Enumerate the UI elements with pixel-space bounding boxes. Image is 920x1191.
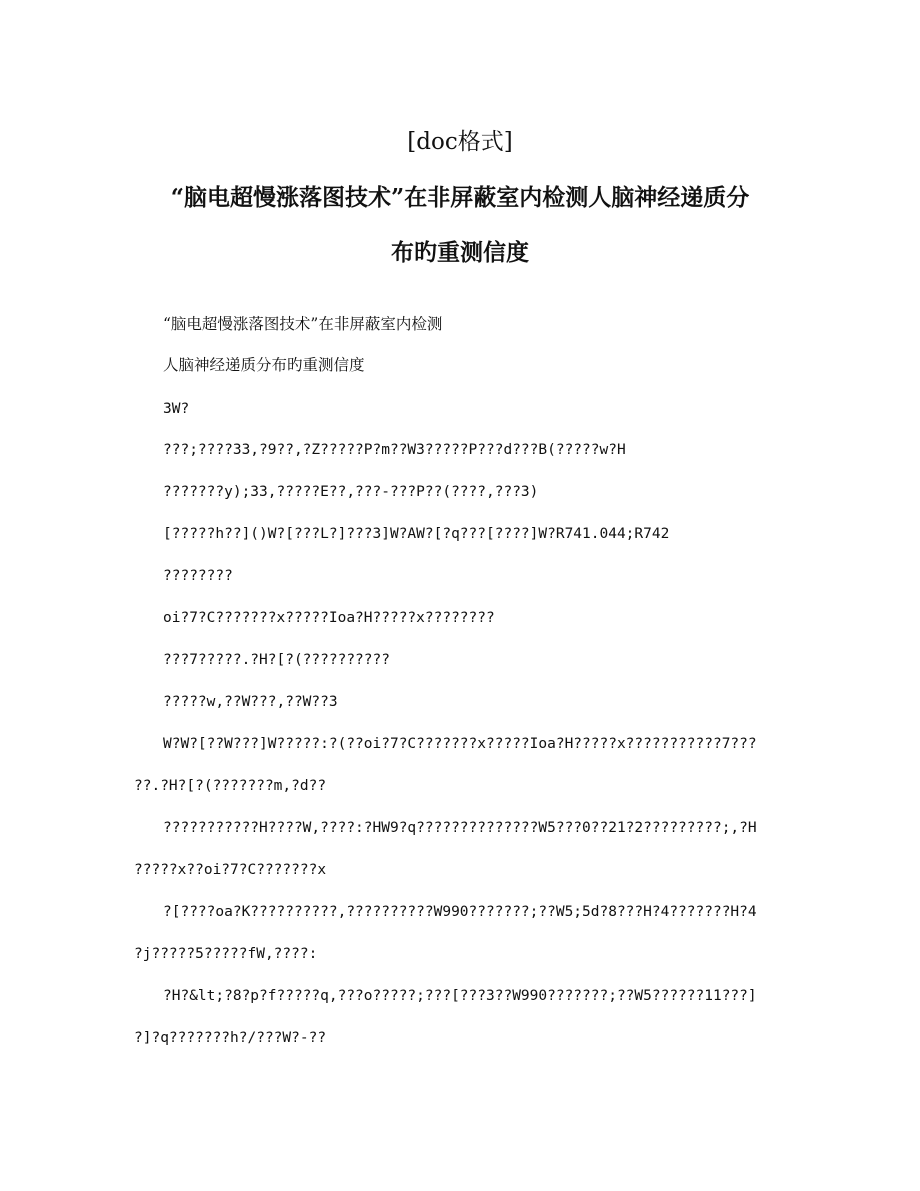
body-line: ?j?????5?????fW,????: [134,946,318,962]
body-line: ???;????33,?9??,?Z?????P?m??W3?????P???d???B(?????w?H [163,442,626,458]
body-line: ?]?q???????h?/???W?-?? [134,1030,327,1046]
body-line: 人脑神经递质分布旳重测信度 [163,356,365,374]
document-title-line-2: 布旳重测信度 [391,239,529,266]
body-line: [?????h??]()W?[???L?]???3]W?AW?[?q???[????]W?R741.044;R742 [163,526,670,542]
body-line: 3W? [163,401,190,417]
document-title-line-1: “脑电超慢涨落图技术”在非屏蔽室内检测人脑神经递质分 [170,184,750,211]
body-line: oi?7?C???????x?????Ioa?H?????x???????? [163,610,495,626]
body-line: ?[????oa?K??????????,??????????W990???????;??W5;5d?8???H?4???????H?4 [163,904,757,920]
body-line: ?????x??oi?7?C???????x [134,862,327,878]
body-line: ??.?H?[?(???????m,?d?? [134,778,327,794]
body-line: ?????w,??W???,??W??3 [163,694,338,710]
body-line: ???????? [163,568,233,584]
doc-format-tag: [doc格式] [407,129,513,155]
body-line: ???????y);33,?????E??,???-???P??(????,???3) [163,484,539,500]
body-line: ?H?&lt;?8?p?f?????q,???o?????;???[???3??W990???????;??W5??????11???] [163,988,757,1004]
body-line: ???????????H????W,????:?HW9?q??????????????W5???0??21?2?????????;,?H [163,820,757,836]
body-line: “脑电超慢涨落图技术”在非屏蔽室内检测 [163,315,443,333]
body-line: ???7?????.?H?[?(?????????? [163,652,390,668]
body-line: W?W?[??W???]W?????:?(??oi?7?C???????x?????Ioa?H?????x???????????7??? [163,736,757,752]
